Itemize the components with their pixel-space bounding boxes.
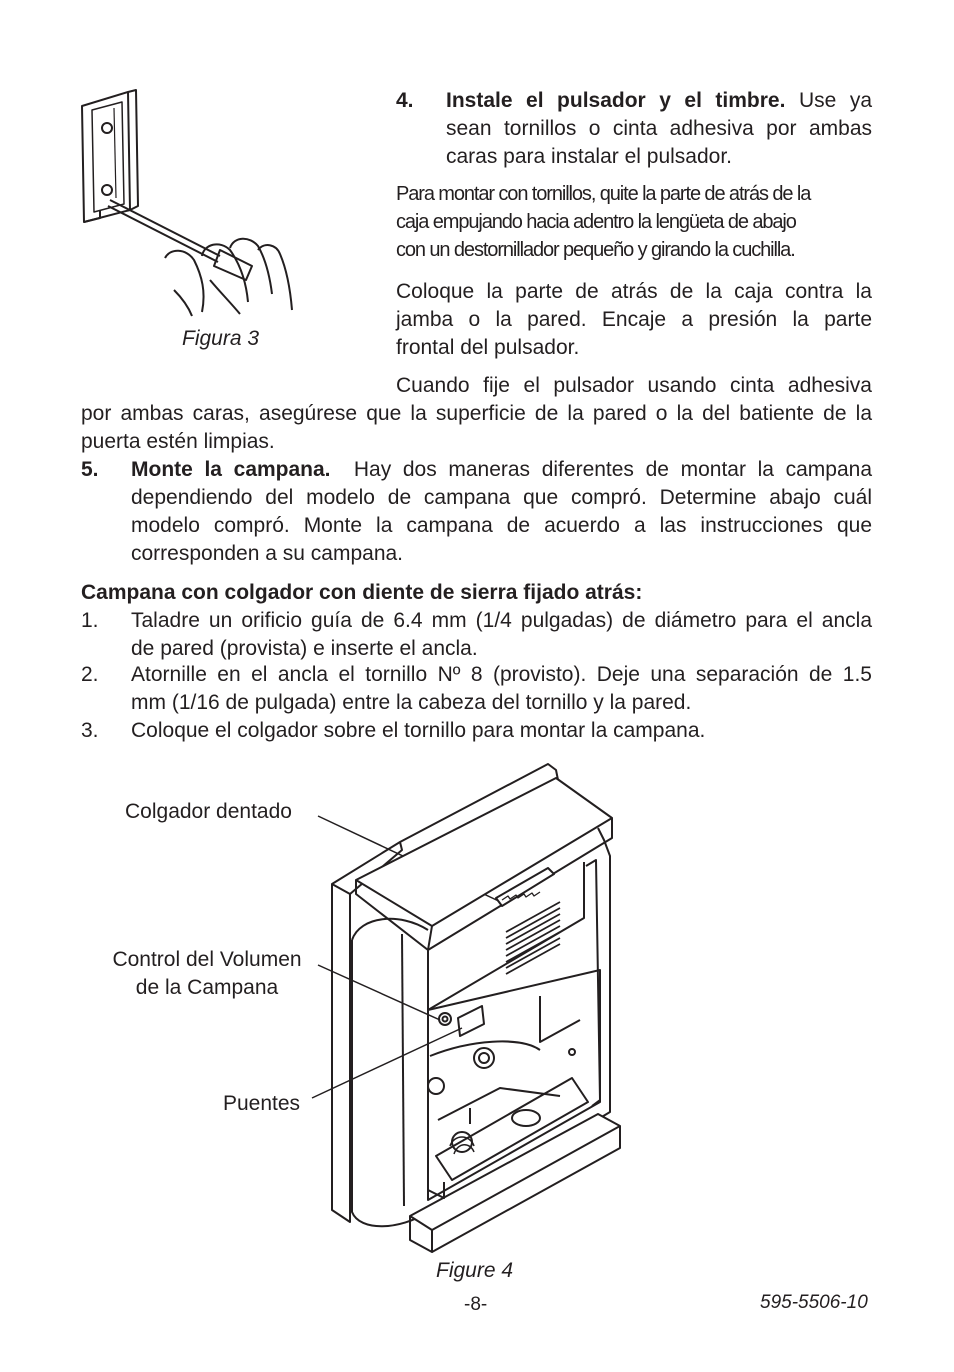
step4-line2: sean tornillos o cinta adhesiva por ambas: [446, 117, 872, 140]
saw-section-heading: Campana con colgador con diente de sierra fijado atrás:: [81, 581, 643, 604]
step5-line4: corresponden a su campana.: [131, 542, 404, 565]
label-hanger: Colgador dentado: [125, 800, 292, 823]
screws-line2: caja empujando hacia adentro la lengüeta de abajo: [396, 211, 796, 233]
saw-item1-line1: Taladre un orificio guía de 6.4 mm (1/4 pulgadas) de diámetro para el ancla: [131, 609, 872, 632]
screws-line1: Para montar con tornillos, quite la parte de atrás de la: [396, 183, 811, 205]
saw-item1-line2: de pared (provista) e inserte el ancla.: [131, 637, 478, 660]
step4-number: 4.: [396, 89, 414, 112]
tape-line2: por ambas caras, asegúrese que la superficie de la pared o la del batiente de la: [81, 402, 872, 425]
saw-item3-line1: Coloque el colgador sobre el tornillo para montar la campana.: [131, 719, 706, 742]
step5-title: Monte la campana.: [131, 458, 331, 481]
place-line1: Coloque la parte de atrás de la caja contra la: [396, 280, 872, 303]
label-volume-line1: Control del Volumen: [112, 948, 302, 971]
place-line3: frontal del pulsador.: [396, 336, 580, 359]
saw-item3-number: 3.: [81, 719, 99, 742]
figure4-caption: Figure 4: [436, 1259, 514, 1282]
page-number: -8-: [464, 1294, 488, 1315]
step5-number: 5.: [81, 458, 99, 481]
step5-line3: modelo compró. Monte la campana de acuerdo a las instrucciones que: [131, 514, 872, 537]
step4-line3: caras para instalar el pulsador.: [446, 145, 732, 168]
saw-item1-number: 1.: [81, 609, 99, 632]
saw-item2-number: 2.: [81, 663, 99, 686]
tape-line1: Cuando fije el pulsador usando cinta adhesiva: [396, 374, 872, 397]
step4-line1-tail: Use ya: [798, 89, 872, 112]
figure3-caption: Figura 3: [182, 327, 260, 350]
screws-line3: con un destornillador pequeño y girando la cuchilla.: [396, 239, 795, 261]
place-line2: jamba o la pared. Encaje a presión la parte: [396, 308, 872, 331]
saw-item2-line1: Atornille en el ancla el tornillo Nº 8 (provisto). Deje una separación de 1.5: [131, 663, 872, 686]
step5-line2: dependiendo del modelo de campana que compró. Determine abajo cuál: [131, 486, 872, 509]
step5-line1-tail: Hay dos maneras diferentes de montar la campana: [353, 458, 873, 481]
label-jumpers: Puentes: [223, 1092, 301, 1115]
tape-line3: puerta estén limpias.: [81, 430, 275, 453]
step4-title: Instale el pulsador y el timbre.: [446, 89, 786, 112]
label-volume-line2: de la Campana: [135, 976, 279, 999]
saw-item2-line2: mm (1/16 de pulgada) entre la cabeza del tornillo y la pared.: [131, 691, 692, 714]
document-number: 595-5506-10: [760, 1292, 868, 1313]
